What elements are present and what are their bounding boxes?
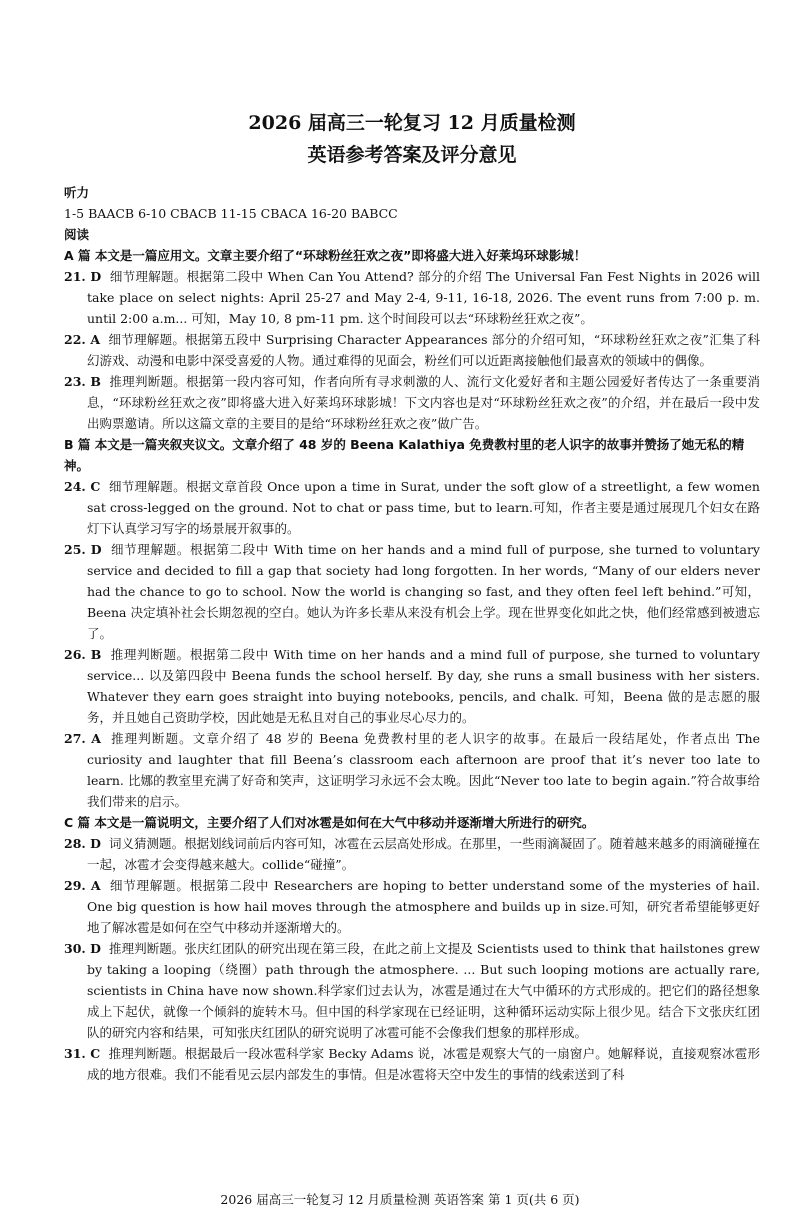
question-explanation: 细节理解题。根据第二段中 When Can You Attend? 部分的介绍 The Universal Fan Fest Nights in 2026 will take place on select nights: April 25-27 and May 2-4, 9-11, 16-18, 2026. The event runs from 7:00 p. m. until 2:00 a.m... 可知，May 10, 8 pm-11 pm. 这个时间段可以去“环球粉丝狂欢之夜”。 (87, 269, 760, 326)
passage-c-intro: C 篇 本文是一篇说明文，主要介绍了人们对冰雹是如何在大气中移动并逐渐增大所进行的研究。 (64, 815, 595, 830)
question-explanation: 推理判断题。根据第二段中 With time on her hands and a mind full of purpose, she turned to voluntary service... 以及第四段中 Beena funds the school herself. By day, she runs a small business with her sisters. Whatever they earn goes straight into buying notebooks, pencils, and chalk. 可知，Beena 做的是志愿的服务，并且她自己资助学校，因此她是无私且对自己的事业尽心尽力的。 (87, 647, 760, 725)
question-explanation: 细节理解题。根据第二段中 Researchers are hoping to better understand some of the mysteries of hail. One big question is how hail moves through the atmosphere and builds up in size.可知，研究者希望能够更好地了解冰雹是如何在空气中移动并逐渐增大的。 (87, 878, 760, 935)
question-21 (64, 266, 760, 329)
question-explanation: 推理判断题。张庆红团队的研究出现在第三段，在此之前上文提及 Scientists used to think that hailstones grew by taking a looping（绕圈）path through the atmosphere. ... But such looping motions are actually rare, scientists in China have now shown.科学家们过去认为，冰雹是通过在大气中循环的方式形成的。把它们的路径想象成上下起伏，就像一个倾斜的旋转木马。但中国的科学家现在已经证明，这种循环运动实际上很少见。结合下文张庆红团队的研究内容和结果，可知张庆红团队的研究说明了冰雹可能不会像我们想象的那样形成。 (87, 941, 760, 1040)
question-24 (64, 476, 760, 539)
question-explanation: 细节理解题。根据第五段中 Surprising Character Appearances 部分的介绍可知，“环球粉丝狂欢之夜”汇集了科幻游戏、动漫和电影中深受喜爱的人物。通过难得的见面会，粉丝们可以近距离接触他们最喜欢的领域中的偶像。 (87, 332, 760, 368)
question-22 (64, 329, 760, 371)
passage-b-intro: B 篇 本文是一篇夹叙夹议文。文章介绍了 48 岁的 Beena Kalathiya 免费教村里的老人识字的故事并赞扬了她无私的精神。 (64, 437, 745, 473)
question-31 (64, 1043, 760, 1085)
page-subtitle: 英语参考答案及评分意见 (307, 144, 517, 166)
question-number: 21. D (64, 269, 102, 284)
question-number: 28. D (64, 836, 101, 851)
question-explanation: 细节理解题。根据第二段中 With time on her hands and a mind full of purpose, she turned to voluntary service and decided to fill a gap that society had long forgotten. In her words, “Many of our elders never had the chance to go to school. Now the world is changing so fast, and they often feel left behind.”可知，Beena 决定填补社会长期忽视的空白。她认为许多长辈从来没有机会上学。现在世界变化如此之快，他们经常感到被遗忘了。 (87, 542, 760, 641)
question-explanation: 细节理解题。根据文章首段 Once upon a time in Surat, under the soft glow of a streetlight, a few women sat cross-legged on the ground. Not to chat or pass time, but to learn.可知，作者主要是通过展现几个妇女在路灯下认真学习写字的场景展开叙事的。 (87, 479, 760, 536)
question-number: 30. D (64, 941, 101, 956)
question-number: 27. A (64, 731, 101, 746)
question-number: 25. D (64, 542, 102, 557)
question-27 (64, 728, 760, 812)
question-26 (64, 644, 760, 728)
question-23 (64, 371, 760, 434)
question-30 (64, 938, 760, 1043)
listening-answers: 1-5 BAACB 6-10 CBACB 11-15 CBACA 16-20 BABCC (64, 206, 398, 221)
question-number: 29. A (64, 878, 101, 893)
question-number: 31. C (64, 1046, 101, 1061)
question-25 (64, 539, 760, 644)
question-explanation: 推理判断题。文章介绍了 48 岁的 Beena 免费教村里的老人识字的故事。在最后一段结尾处，作者点出 The curiosity and laughter that fill Beena’s classroom each afternoon are proof that it’s never too late to learn. 比娜的教室里充满了好奇和笑声，这证明学习永远不会太晚。因此“Never too late to begin again.”符合故事给我们带来的启示。 (87, 731, 760, 809)
page-footer: 2026 届高三一轮复习 12 月质量检测 英语答案 第 1 页(共 6 页) (220, 1192, 580, 1207)
passage-a-intro: A 篇 本文是一篇应用文。文章主要介绍了“环球粉丝狂欢之夜”即将盛大进入好莱坞环球影城！ (64, 248, 587, 263)
listening-heading: 听力 (64, 185, 90, 200)
question-28 (64, 833, 760, 875)
question-29 (64, 875, 760, 938)
question-number: 22. A (64, 332, 101, 347)
question-number: 23. B (64, 374, 101, 389)
question-explanation: 词义猜测题。根据划线词前后内容可知，冰雹在云层高处形成。在那里，一些雨滴凝固了。随着越来越多的雨滴碰撞在一起，冰雹才会变得越来越大。collide“碰撞”。 (87, 836, 760, 872)
question-number: 24. C (64, 479, 101, 494)
reading-heading: 阅读 (64, 227, 90, 242)
question-explanation: 推理判断题。根据第一段内容可知，作者向所有寻求刺激的人、流行文化爱好者和主题公园爱好者传达了一条重要消息，“环球粉丝狂欢之夜”即将盛大进入好莱坞环球影城！下文内容也是对“环球粉丝狂欢之夜”的介绍，并在最后一段中发出购票邀请。所以这篇文章的主要目的是给“环球粉丝狂欢之夜”做广告。 (87, 374, 760, 431)
question-explanation: 推理判断题。根据最后一段冰雹科学家 Becky Adams 说，冰雹是观察大气的一扇窗户。她解释说，直接观察冰雹形成的地方很难。我们不能看见云层内部发生的事情。但是冰雹将天空中发生的事情的线索送到了科 (87, 1046, 760, 1082)
page-title: 2026 届高三一轮复习 12 月质量检测 (248, 112, 576, 134)
question-number: 26. B (64, 647, 102, 662)
